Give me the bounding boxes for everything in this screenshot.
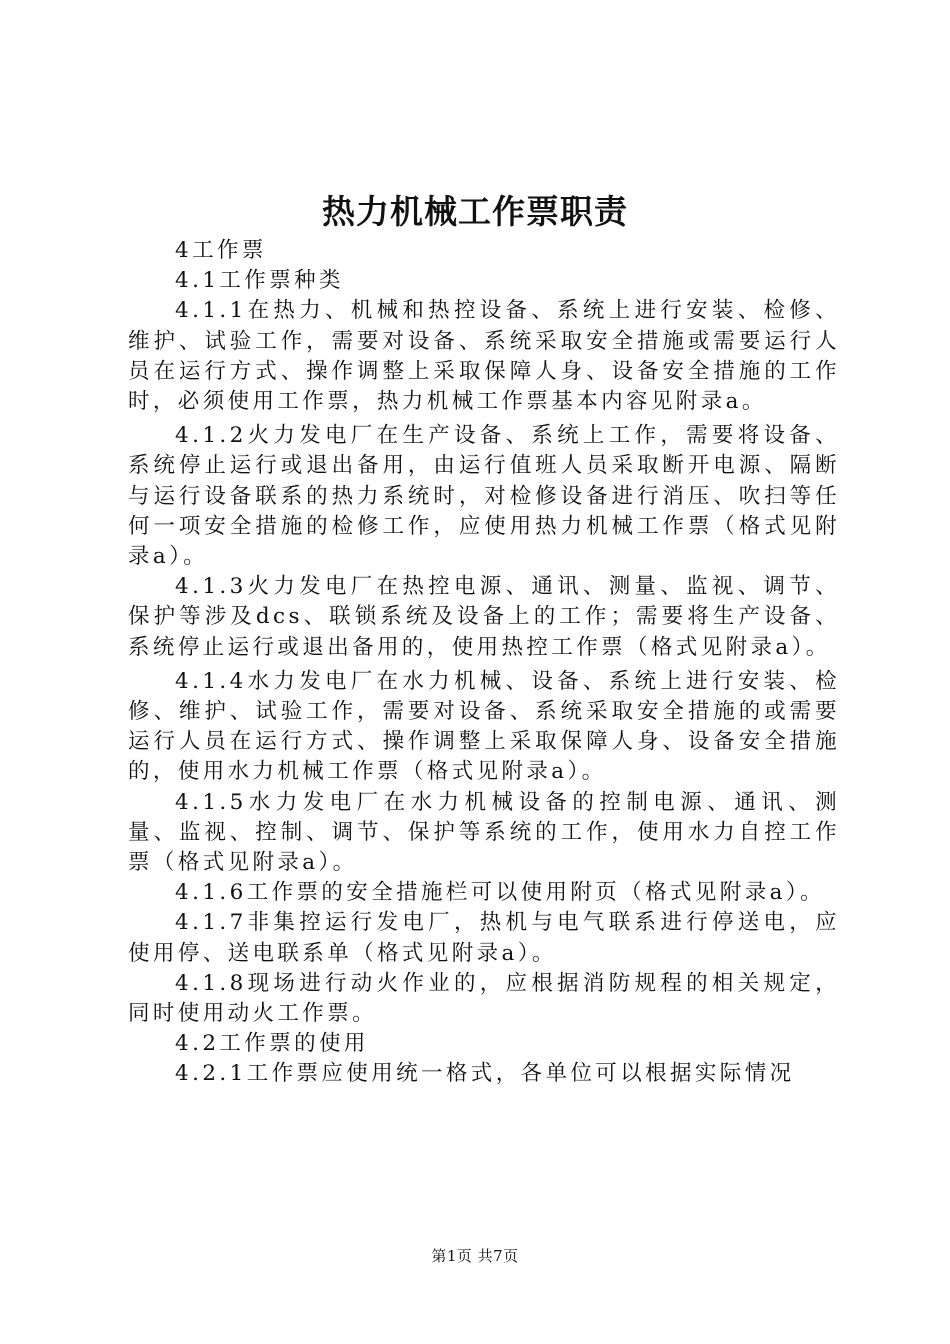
paragraph: 4.1.3火力发电厂在热控电源、通讯、测量、监视、调节、保护等涉及dcs、联锁系统及设备上的工作；需要将生产设备、系统停止运行或退出备用的，使用热控工作票（格式见附录a）。 <box>128 574 840 660</box>
paragraph: 4.1工作票种类 <box>175 268 344 294</box>
document-body <box>128 236 840 1090</box>
paragraph: 4.2工作票的使用 <box>175 1031 369 1057</box>
paragraph: 4.1.4水力发电厂在水力机械、设备、系统上进行安装、检修、维护、试验工作，需要对设备、系统采取安全措施的或需要运行人员在运行方式、操作调整上采取保障人身、设备安全措施的，使用水力机械工作票（格式见附录a）。 <box>128 668 840 785</box>
page-number-footer: 第1页 共7页 <box>431 1247 519 1265</box>
paragraph: 4.1.8现场进行动火作业的，应根据消防规程的相关规定，同时使用动火工作票。 <box>128 970 840 1027</box>
paragraph: 4.1.7非集控运行发电厂，热机与电气联系进行停送电，应使用停、送电联系单（格式见附录a）。 <box>128 910 840 966</box>
paragraph: 4.2.1工作票应使用统一格式，各单位可以根据实际情况 <box>175 1061 795 1087</box>
paragraph: 4.1.1在热力、机械和热控设备、系统上进行安装、检修、维护、试验工作，需要对设备、系统采取安全措施或需要运行人员在运行方式、操作调整上采取保障人身、设备安全措施的工作时，必须使用工作票，热力机械工作票基本内容见附录a。 <box>128 298 840 415</box>
paragraph: 4.1.2火力发电厂在生产设备、系统上工作，需要将设备、系统停止运行或退出备用，由运行值班人员采取断开电源、隔断与运行设备联系的热力系统时，对检修设备进行消压、吹扫等任何一项安全措施的检修工作，应使用热力机械工作票（格式见附录a）。 <box>128 423 840 570</box>
paragraph: 4.1.5水力发电厂在水力机械设备的控制电源、通讯、测量、监视、控制、调节、保护等系统的工作，使用水力自控工作票（格式见附录a）。 <box>128 789 840 876</box>
paragraph: 4工作票 <box>175 238 267 263</box>
paragraph: 4.1.6工作票的安全措施栏可以使用附页（格式见附录a）。 <box>175 880 825 906</box>
document-title: 热力机械工作票职责 <box>322 192 628 231</box>
